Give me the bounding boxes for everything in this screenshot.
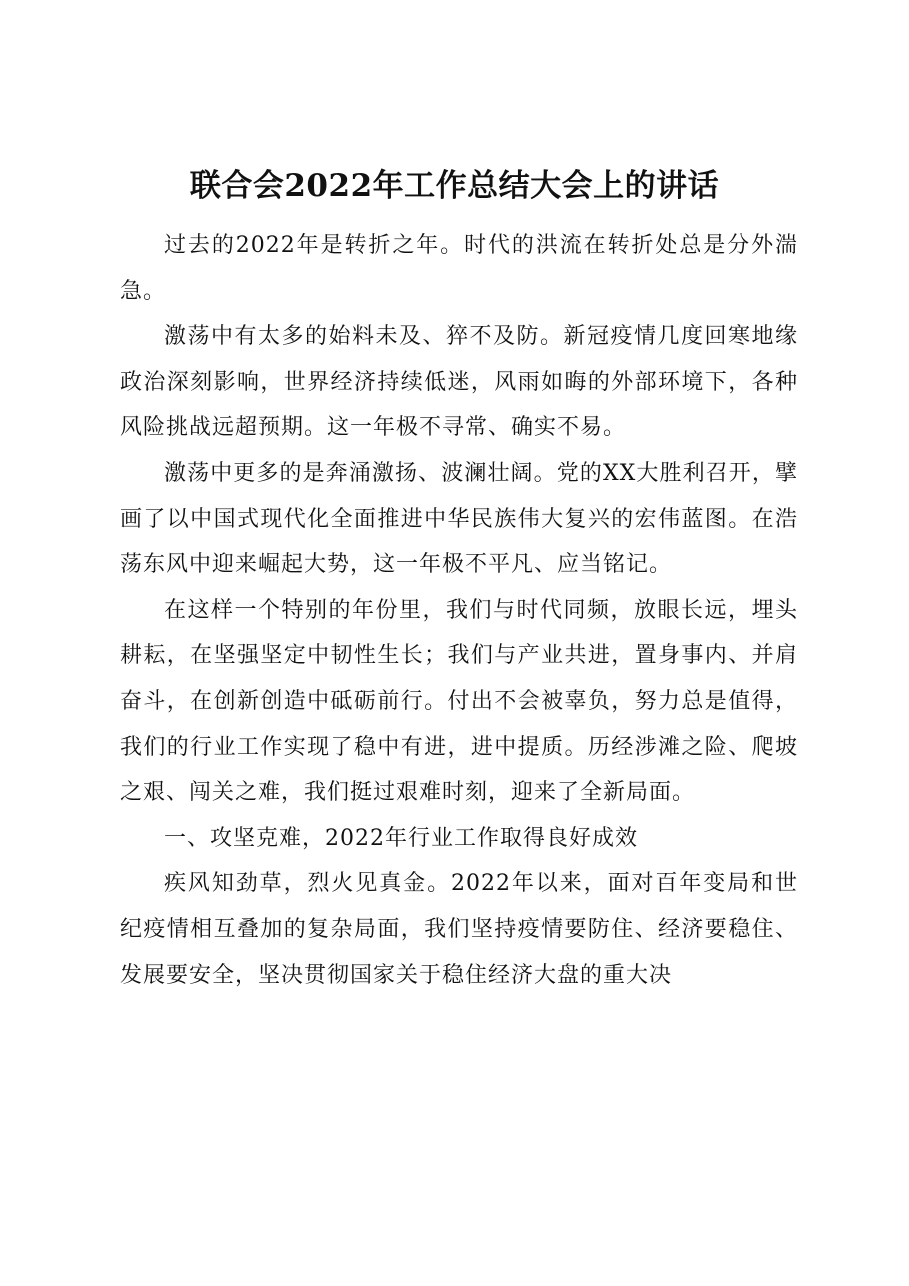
paragraph-5: 疾风知劲草，烈火见真金。2022年以来，面对百年变局和世纪疫情相互叠加的复杂局面，我们坚持疫情要防住、经济要稳住、发展要安全，坚决贯彻国家关于稳住经济大盘的重大决 — [120, 871, 798, 988]
document-body — [120, 223, 798, 998]
paragraph-2: 激荡中有太多的始料未及、猝不及防。新冠疫情几度回寒地缘政治深刻影响，世界经济持续低迷，风雨如晦的外部环境下，各种风险挑战远超预期。这一年极不寻常、确实不易。 — [120, 324, 798, 441]
document-title: 联合会2022年工作总结大会上的讲话 — [189, 168, 720, 204]
paragraph-1: 过去的2022年是转折之年。时代的洪流在转折处总是分外湍急。 — [120, 233, 798, 304]
paragraph-4: 在这样一个特别的年份里，我们与时代同频，放眼长远，埋头耕耘，在坚强坚定中韧性生长；我们与产业共进，置身事内、并肩奋斗，在创新创造中砥砺前行。付出不会被辜负，努力总是值得，我们的行业工作实现了稳中有进，进中提质。历经涉滩之险、爬坡之艰、闯关之难，我们挺过艰难时刻，迎来了全新局面。 — [120, 597, 798, 806]
section-heading-1: 一、攻坚克难，2022年行业工作取得良好成效 — [164, 825, 638, 851]
paragraph-3: 激荡中更多的是奔涌激扬、波澜壮阔。党的XX大胜利召开，擘画了以中国式现代化全面推进中华民族伟大复兴的宏伟蓝图。在浩荡东风中迎来崛起大势，这一年极不平凡、应当铭记。 — [120, 460, 798, 578]
